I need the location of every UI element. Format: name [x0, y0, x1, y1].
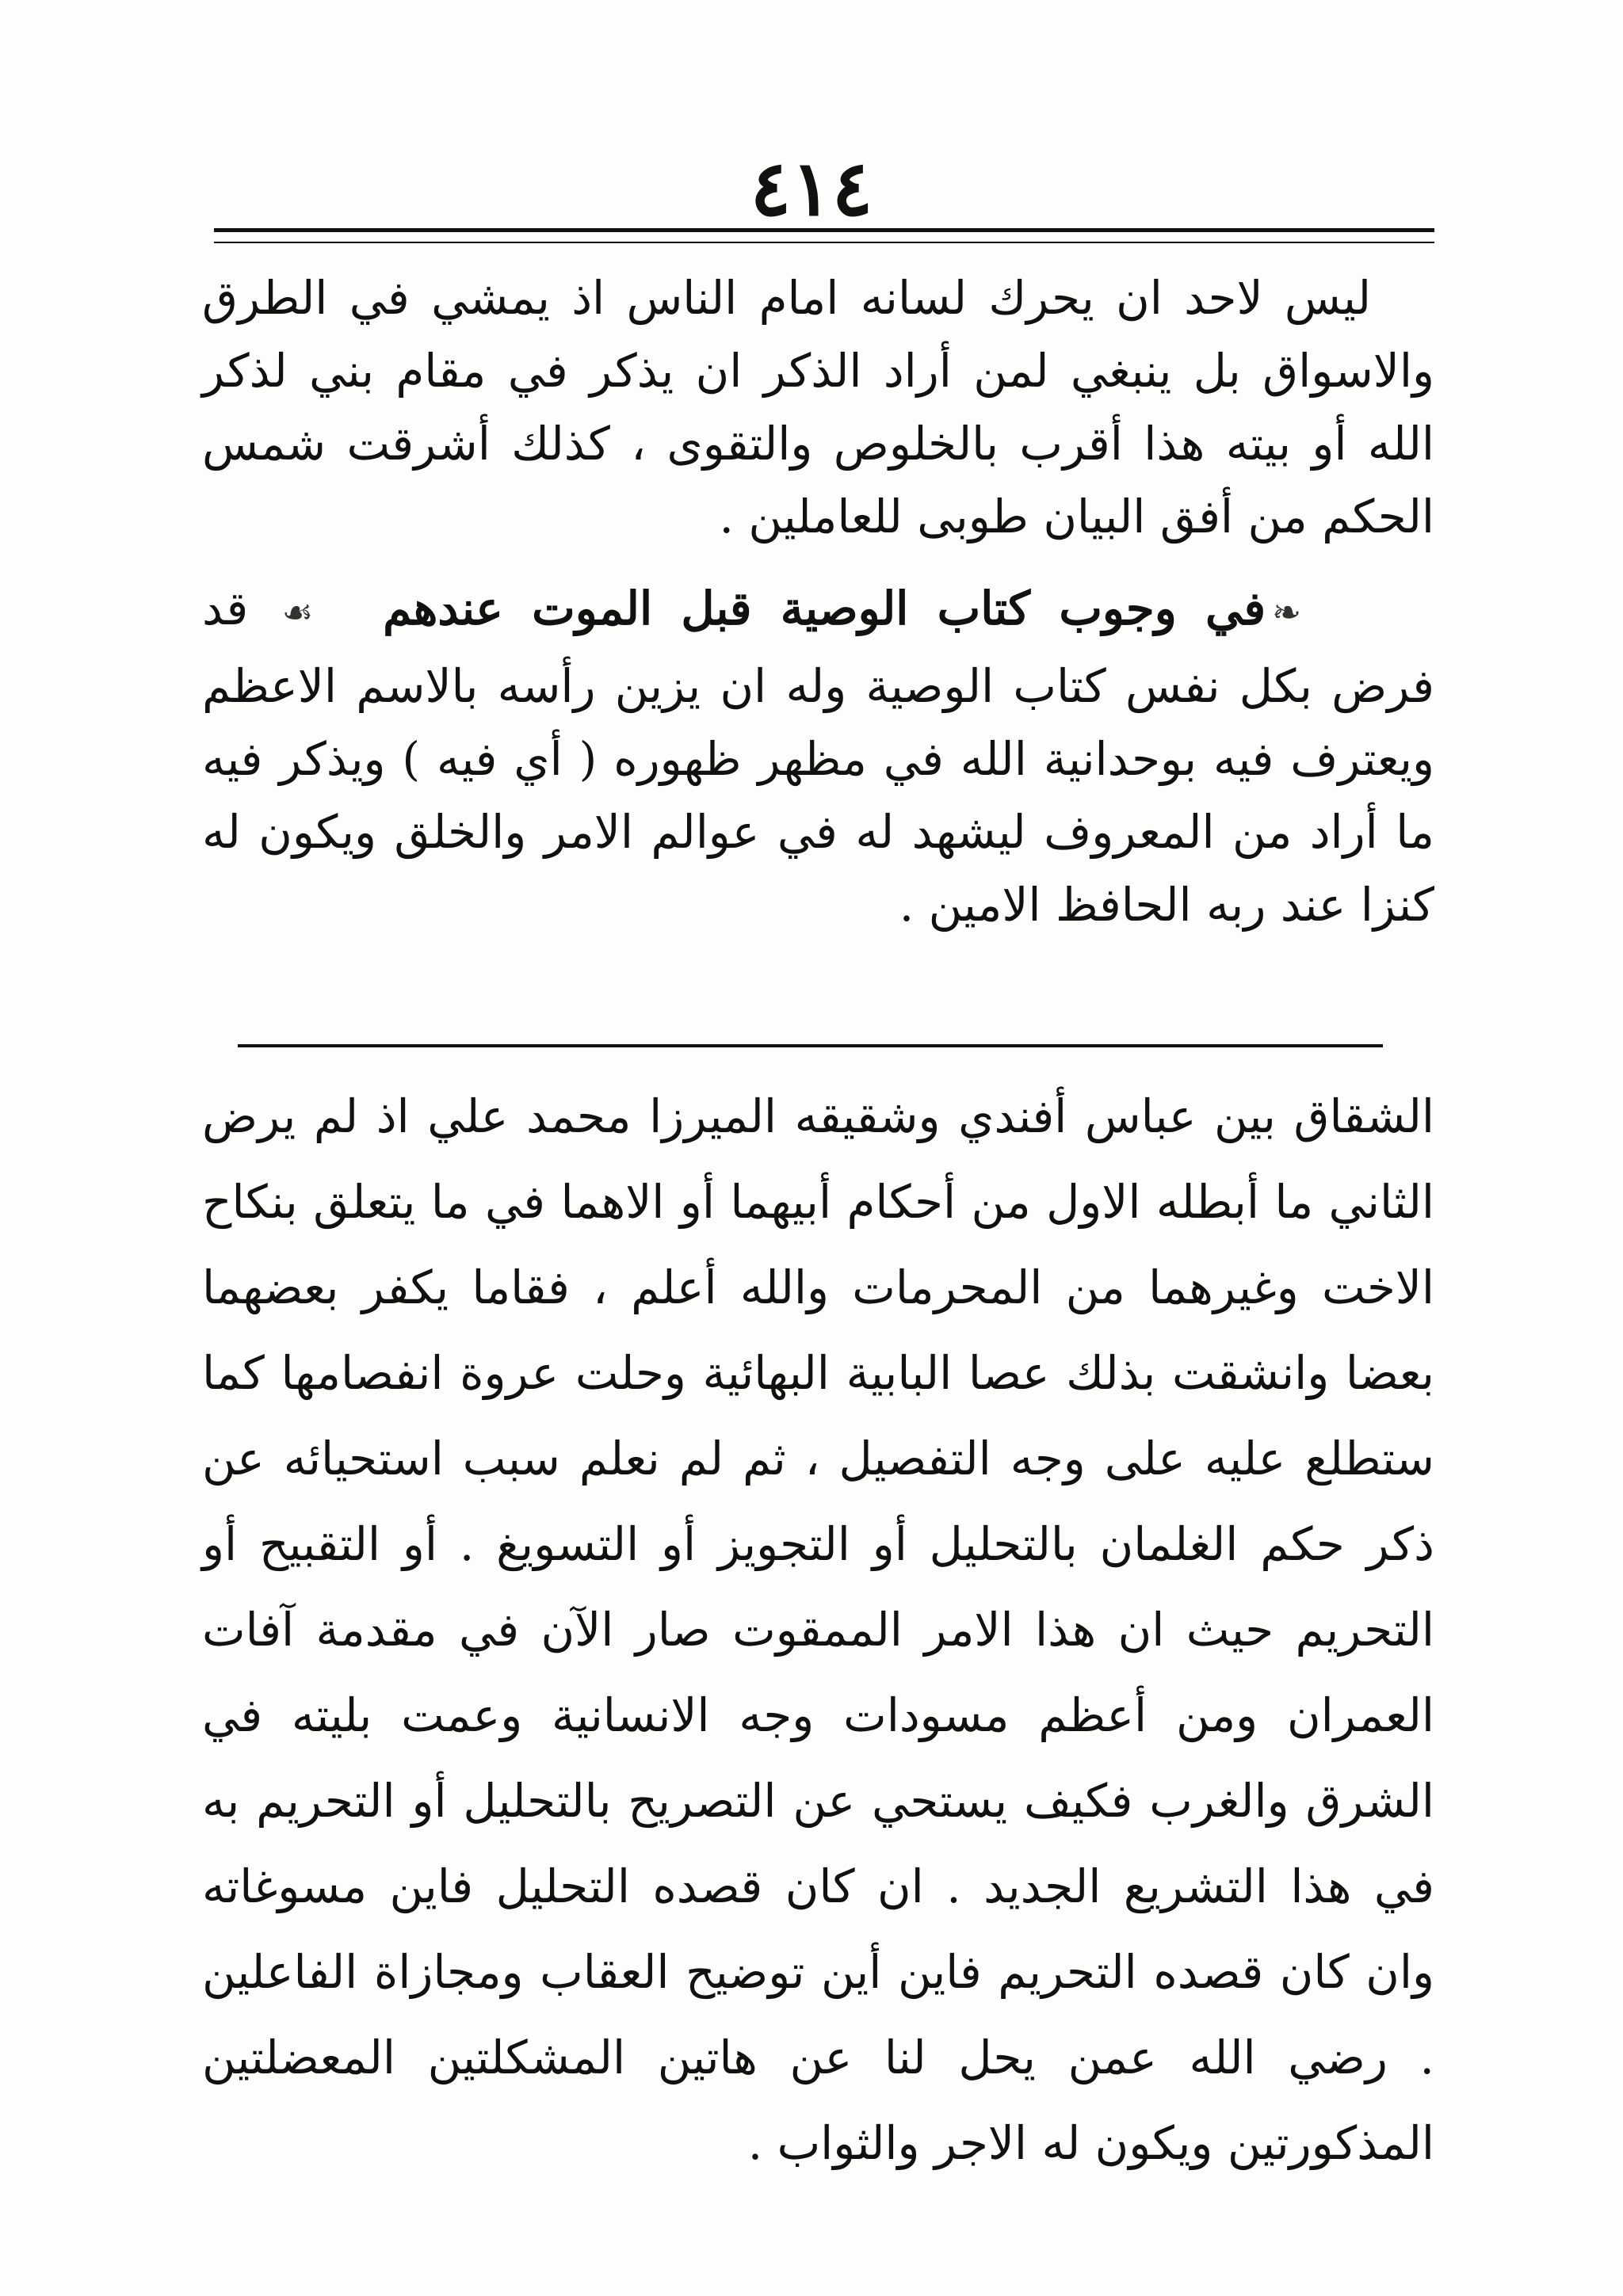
section-heading: في وجوب كتاب الوصية قبل الموت عندهم — [383, 582, 1266, 635]
header-double-rule — [214, 228, 1434, 243]
footnote-block — [202, 1074, 1434, 2186]
paragraph-1: ليس لاحد ان يحرك لسانه امام الناس اذ يمشي في الطرق والاسواق بل ينبغي لمن أراد الذكر ان يذكر في مقام بني لذكر الله أو بيته هذا أقرب بالخلوص والتقوى ، كذلك أشرقت شمس الحكم من أفق البيان طوبى للعاملين . — [202, 271, 1434, 543]
page-number: ٤١٤ — [750, 143, 873, 233]
right-ornament-icon: ☙ — [281, 593, 314, 633]
paragraph-2: قد فرض بكل نفس كتاب الوصية وله ان يزين رأسه بالاسم الاعظم ويعترف فيه بوحدانية الله في مظهر ظهوره ( أي فيه ) ويذكر فيه ما أراد من المعروف ليشهد له في عوالم الامر والخلق ويكون له كنزا عند ربه الحافظ الامين . — [202, 582, 1434, 932]
footnote-divider — [238, 1044, 1383, 1047]
left-ornament-icon: ❧ — [1272, 593, 1301, 633]
main-text-block — [202, 261, 1434, 941]
paragraph-2-container — [202, 572, 1434, 941]
footnote-paragraph: الشقاق بين عباس أفندي وشقيقه الميرزا محمد علي اذ لم يرض الثاني ما أبطله الاول من أحكام أبيهما أو الاهما في ما يتعلق بنكاح الاخت وغيرهما من المحرمات والله أعلم ، فقاما يكفر بعضهما بعضا وانشقت بذلك عصا البابية البهائية وحلت عروة انفصامها كما ستطلع عليه على وجه التفصيل ، ثم لم نعلم سبب استحيائه عن ذكر حكم الغلمان بالتحليل أو التجويز أو التسويغ . أو التقبيح أو التحريم حيث ان هذا الامر الممقوت صار الآن في مقدمة آفات العمران ومن أعظم مسودات وجه الانسانية وعمت بليته في الشرق والغرب فكيف يستحي عن التصريح بالتحليل أو التحريم به في هذا التشريع الجديد . ان كان قصده التحليل فاين مسوغاته وان كان قصده التحريم فاين أين توضيح العقاب ومجازاة الفاعلين . رضي الله عمن يحل لنا عن هاتين المشكلتين المعضلتين المذكورتين ويكون له الاجر والثواب . — [202, 1089, 1434, 2170]
